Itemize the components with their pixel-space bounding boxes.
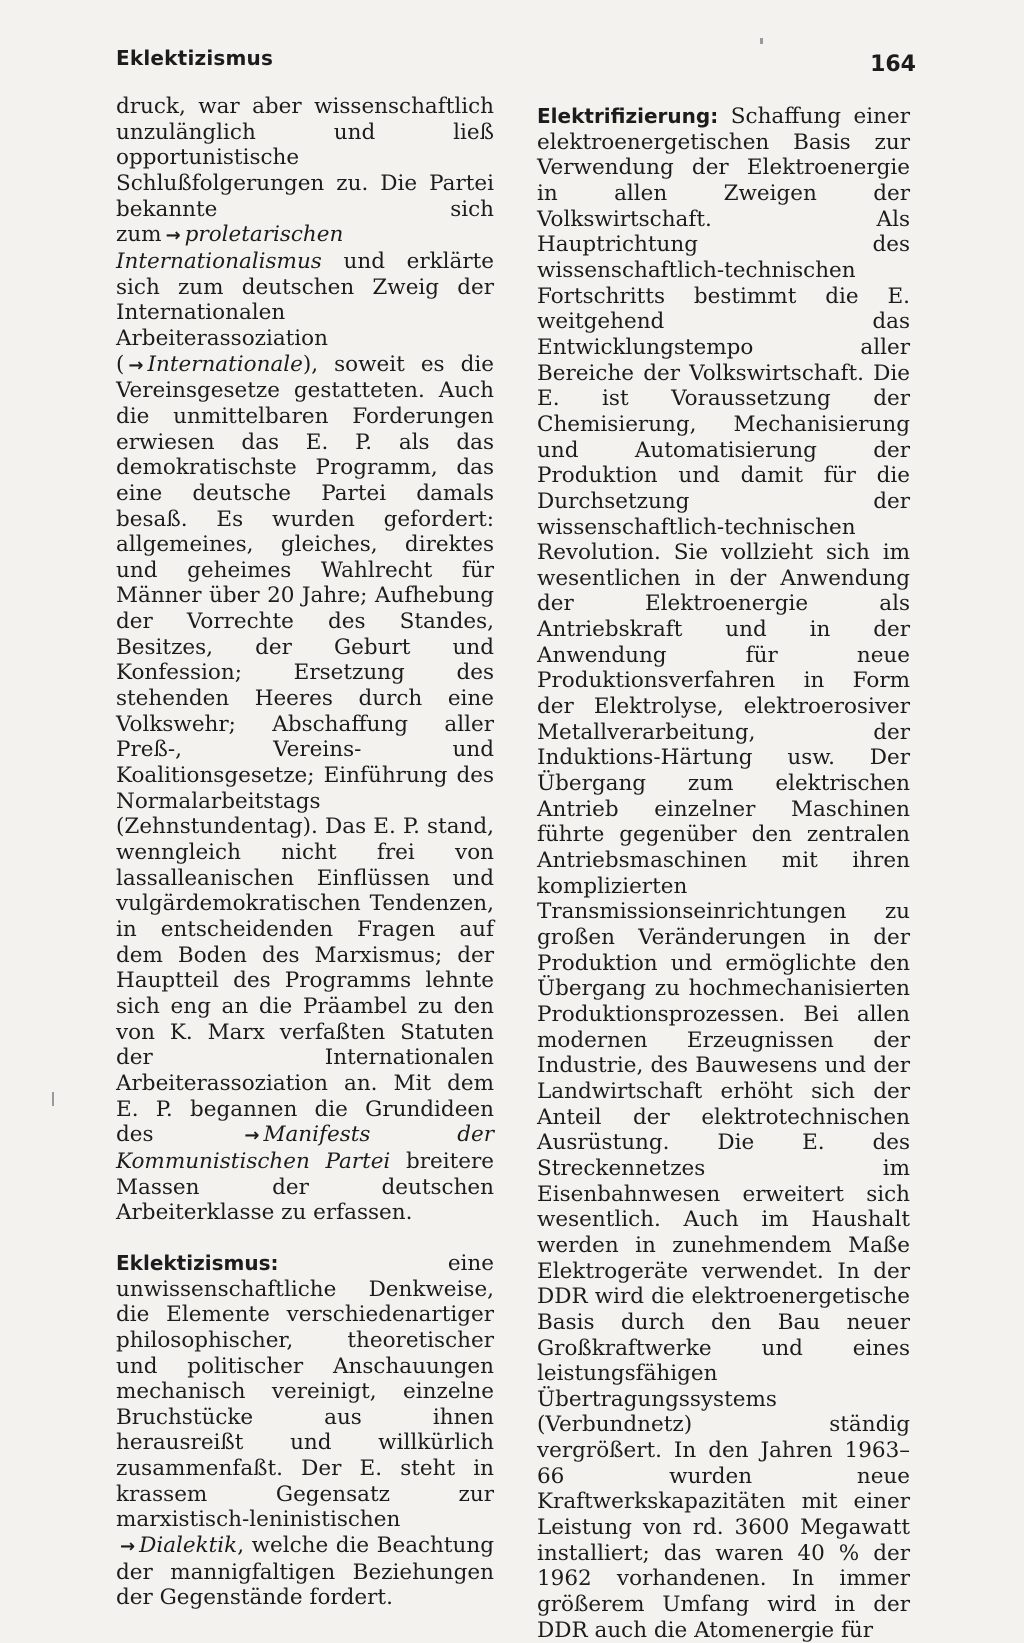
text-segment: , welche die Beachtung der mannigfaltigen Beziehungen der Gegenstände fordert.: [116, 1533, 494, 1611]
scan-artifact: [760, 38, 763, 44]
cross-reference-arrow-icon: →: [128, 354, 144, 376]
entry-eklektizismus: [116, 1251, 494, 1611]
page-number: 164: [870, 52, 916, 77]
entry-text: Schaffung einer elektroenergetischen Basis zur Verwendung der Elektroenergie in allen Zweigen der Volkswirtschaft. Als Hauptrichtung des wissenschaftlich-technischen Fortschritts bestimmt die E. weitgehend das Entwicklungstempo aller Bereiche der Volkswirtschaft. Die E. ist Voraussetzung der Chemisierung, Mechanisierung und Automatisierung der Produktion und damit für die Durchsetzung der wissenschaftlich-technischen Revolution. Sie vollzieht sich im wesentlichen in der Anwendung der Elektroenergie als Antriebskraft und in der Anwendung für neue Produktionsverfahren in Form der Elektrolyse, elektroerosiver Metallverarbeitung, der Induktions-Härtung usw. Der Übergang zum elektrischen Antrieb einzelner Maschinen führte gegenüber den zentralen Antriebsmaschinen mit ihren komplizierten Transmissionseinrichtungen zu großen Veränderungen in der Produktion und ermöglichte den Übergang zu hochmechanisierten Produktionsprozessen. Bei allen modernen Erzeugnissen der Industrie, des Bauwesens und der Landwirtschaft erhöht sich der Anteil der elektrotechnischen Ausrüstung. Die E. des Streckennetzes im Eisenbahnwesen erweitert sich wesentlich. Auch im Haushalt werden in zunehmendem Maße Elektrogeräte verwendet. In der DDR wird die elektroenergetische Basis durch den Bau neuer Großkraftwerke und eines leistungsfähigen Übertragungssystems (Verbundnetz) ständig vergrößert. In den Jahren 1963–66 wurden neue Kraftwerkskapazitäten mit einer Leistung von rd. 3600 Megawatt installiert; das waren 40 % der 1962 vorhandenen. In immer größerem Umfang wird in der DDR auch die Atomenergie für: [537, 104, 910, 1643]
text-segment: ), soweit es die Vereinsgesetze gestatteten. Auch die unmittelbaren Forderungen erwiesen das E. P. als das demokratischste Programm, das eine deutsche Partei damals besaß. Es wurden gefordert: allgemeines, gleiches, direktes und geheimes Wahlrecht für Männer über 20 Jahre; Aufhebung der Vorrechte des Standes, Besitzes, der Geburt und Konfession; Ersetzung des stehenden Heeres durch eine Volkswehr; Abschaffung aller Preß-, Vereins- und Koalitionsgesetze; Einführung des Normalarbeitstags (Zehnstundentag). Das E. P. stand, wenngleich nicht frei von lassalleanischen Einflüssen und vulgärdemokratischen Tendenzen, in entscheidenden Fragen auf dem Boden des Marxismus; der Hauptteil des Programms lehnte sich eng an die Präambel zu den von K. Marx verfaßten Statuten der Internationalen Arbeiterassoziation an. Mit dem E. P. begannen die Grundideen des: [116, 351, 494, 1148]
entry-elektrifizierung: [537, 104, 910, 1643]
cross-reference-arrow-icon: →: [165, 225, 181, 247]
cross-reference[interactable]: proletarischen Internationalismus: [116, 222, 344, 274]
text-segment: breitere Massen der deutschen Arbeiterklasse zu erfassen.: [116, 1148, 494, 1226]
entry-headword: Elektrifizierung:: [537, 104, 719, 128]
text-segment: eine unwissenschaftliche Denkweise, die Elemente verschiedenartiger philosophischer, theoretischer und politischer Anschauungen mechanisch vereinigt, einzelne Bruchstücke aus ihnen herausreißt und willkürlich zusammenfaßt. Der E. steht in krassem Gegensatz zur marxistisch-leninistischen: [116, 1250, 494, 1533]
scan-artifact: [52, 1092, 54, 1106]
right-column: [537, 104, 910, 1643]
cross-reference[interactable]: Dialektik: [139, 1533, 238, 1559]
entry-headword: Eklektizismus:: [116, 1250, 279, 1275]
running-head: Eklektizismus: [116, 46, 274, 70]
cross-reference-arrow-icon: →: [120, 1536, 136, 1558]
text-segment: druck, war aber wissenschaftlich unzulänglich und ließ opportunistische Schlußfolgerungen zu. Die Partei bekannte sich zum: [116, 94, 494, 248]
cross-reference-arrow-icon: →: [244, 1125, 260, 1147]
page-header: [116, 40, 916, 80]
cross-reference[interactable]: Manifests der Kommunistischen Partei: [116, 1122, 494, 1174]
text-segment: und erklärte sich zum deutschen Zweig der Internationalen Arbeiterassoziation (: [116, 248, 494, 377]
cross-reference[interactable]: Internationale: [147, 351, 303, 377]
left-column: [116, 94, 494, 1611]
continued-entry-text: [116, 94, 494, 1226]
